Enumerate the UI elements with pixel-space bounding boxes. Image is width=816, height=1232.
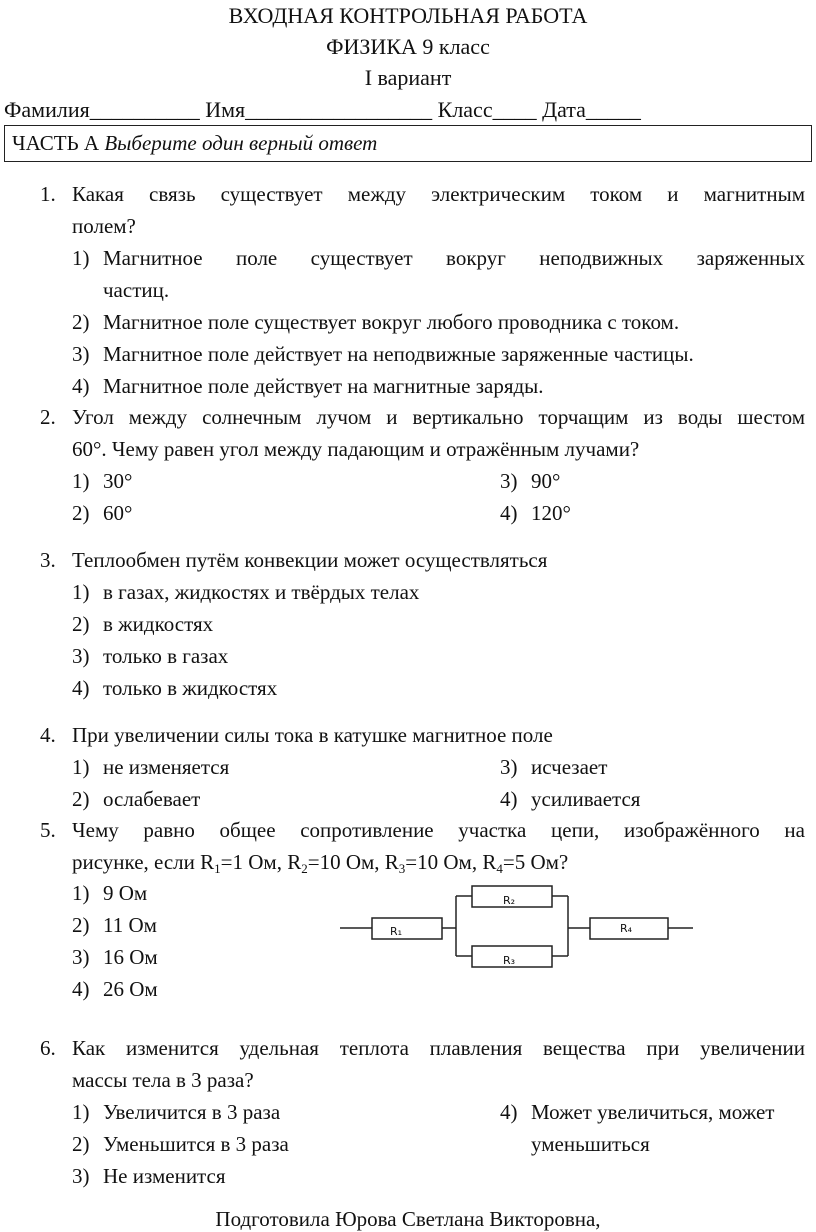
question-number: 4. [40, 723, 56, 747]
option-text: Увеличится в 3 раза [103, 1100, 281, 1124]
question-text-line: При увеличении силы тока в катушке магнитное поле [72, 723, 553, 747]
question-text-line: полем? [72, 214, 136, 238]
option-text: 120° [531, 501, 571, 525]
option-number: 1) [72, 580, 90, 604]
option-number: 4) [72, 374, 90, 398]
option-text: 9 Ом [103, 881, 148, 905]
option-number: 1) [72, 246, 90, 270]
option-number: 4) [500, 787, 518, 811]
option-text: Магнитное поле действует на магнитные заряды. [103, 374, 544, 398]
question-number: 6. [40, 1036, 56, 1060]
option-text: исчезает [531, 755, 608, 779]
option-text: уменьшиться [531, 1132, 650, 1156]
option-text: ослабевает [103, 787, 201, 811]
option-text: 60° [103, 501, 133, 525]
option-text: Магнитное поле существует вокруг неподвижных заряженных [103, 246, 805, 270]
option-number: 1) [72, 1100, 90, 1124]
option-number: 1) [72, 469, 90, 493]
question-text-line: массы тела в 3 раза? [72, 1068, 254, 1092]
option-number: 4) [72, 977, 90, 1001]
option-text: частиц. [103, 278, 170, 302]
option-text: 11 Ом [103, 913, 157, 937]
question-text-line: Угол между солнечным лучом и вертикально торчащим из воды шестом [72, 405, 805, 429]
r4-label: R₄ [620, 922, 633, 935]
question-text-line: рисунке, если $R_1=1$ Ом, $R_2=10$ Ом, $R_3=10$ Ом, $R_4=5$ Ом? [72, 850, 569, 876]
option-number: 2) [72, 310, 90, 334]
student-fields: Фамилия__________ Имя_________________ Класс____ Дата_____ [4, 97, 641, 122]
option-number: 2) [72, 913, 90, 937]
part-instruction: Выберите один верный ответ [104, 131, 378, 155]
r1-label: R₁ [390, 925, 403, 938]
option-text: Магнитное поле действует на неподвижные заряженные частицы. [103, 342, 694, 366]
question-number: 3. [40, 548, 56, 572]
option-number: 2) [72, 501, 90, 525]
r2-label: R₂ [503, 894, 516, 907]
option-text: Не изменится [103, 1164, 226, 1188]
option-text: усиливается [531, 787, 641, 811]
option-text: в газах, жидкостях и твёрдых телах [103, 580, 420, 604]
variant-line: I вариант [364, 65, 452, 90]
option-number: 4) [500, 1100, 518, 1124]
option-text: Уменьшится в 3 раза [103, 1132, 289, 1156]
option-text: 30° [103, 469, 133, 493]
option-number: 1) [72, 755, 90, 779]
question-text-line: Чему равно общее сопротивление участка цепи, изображённого на [72, 818, 805, 842]
question-text-line: Теплообмен путём конвекции может осуществляться [72, 548, 548, 572]
question-number: 1. [40, 182, 56, 206]
option-text: Магнитное поле существует вокруг любого проводника с током. [103, 310, 680, 334]
option-number: 4) [500, 501, 518, 525]
option-number: 3) [72, 945, 90, 969]
question-text-line: Как изменится удельная теплота плавления вещества при увеличении [72, 1036, 805, 1060]
question-number: 2. [40, 405, 56, 429]
option-number: 2) [72, 612, 90, 636]
option-text: 26 Ом [103, 977, 158, 1001]
option-number: 3) [500, 755, 518, 779]
question-text-line: 60°. Чему равен угол между падающим и отражённым лучами? [72, 437, 640, 461]
author-footer: Подготовила Юрова Светлана Викторовна, [215, 1207, 601, 1231]
option-number: 1) [72, 881, 90, 905]
option-text: только в жидкостях [103, 676, 278, 700]
r3-label: R₃ [503, 954, 516, 967]
option-number: 4) [72, 676, 90, 700]
option-number: 3) [500, 469, 518, 493]
option-text: 16 Ом [103, 945, 158, 969]
option-text: 90° [531, 469, 561, 493]
option-number: 3) [72, 1164, 90, 1188]
question-number: 5. [40, 818, 56, 842]
option-number: 3) [72, 644, 90, 668]
option-text: в жидкостях [103, 612, 214, 636]
option-number: 3) [72, 342, 90, 366]
resistor-r1 [372, 918, 442, 939]
option-number: 2) [72, 787, 90, 811]
option-text: только в газах [103, 644, 229, 668]
option-text: не изменяется [103, 755, 230, 779]
option-number: 2) [72, 1132, 90, 1156]
option-text: Может увеличиться, может [531, 1100, 775, 1124]
part-label: ЧАСТЬ А [12, 131, 100, 155]
page-title: ВХОДНАЯ КОНТРОЛЬНАЯ РАБОТА [228, 3, 588, 28]
question-text-line: Какая связь существует между электрическим током и магнитным [72, 182, 805, 206]
subject-line: ФИЗИКА 9 класс [326, 34, 490, 59]
